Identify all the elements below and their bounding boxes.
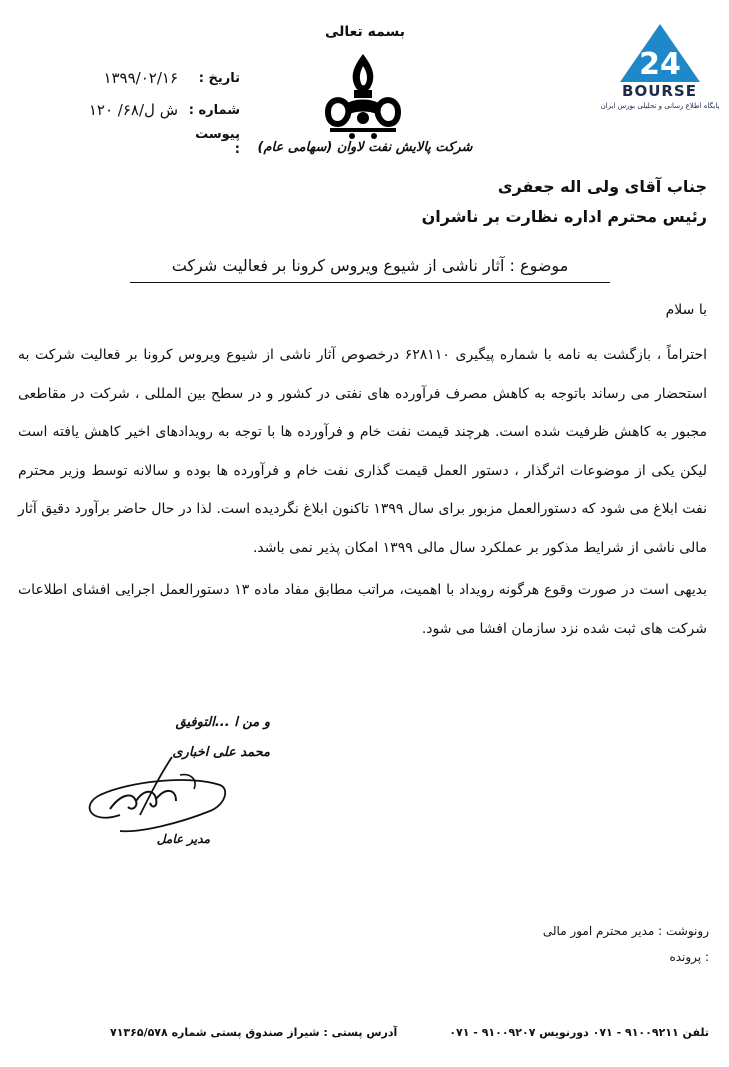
- cc-line-finance: رونوشت : مدیر محترم امور مالی: [542, 924, 709, 938]
- meta-number-value: ش ل/۶۸/ ۱۲۰: [88, 101, 178, 119]
- meta-number-row: [70, 94, 240, 126]
- subject-line-text: موضوع : آثار ناشی از شیوع ویروس کرونا بر فعالیت شرکت: [171, 256, 569, 275]
- meta-attachment-label: پیوست :: [195, 127, 240, 157]
- salutation: با سلام: [665, 302, 707, 318]
- meta-number-label: شماره :: [188, 102, 240, 118]
- letter-body: [18, 336, 707, 648]
- footer-phone: تلفن ۹۱۰۰۹۲۱۱ - ۰۷۱ دورنویس ۹۱۰۰۹۲۰۷ - ۰۷۱: [449, 1025, 709, 1039]
- addressee-block: [307, 172, 707, 232]
- closing-phrase: و من ا ...التوفیق: [175, 715, 270, 730]
- naft-oil-emblem-icon: [322, 50, 404, 142]
- addressee-title: رئیس محترم اداره نظارت بر ناشران: [421, 207, 707, 226]
- letter-meta: [70, 62, 240, 158]
- letter-footer: [110, 1022, 709, 1042]
- meta-date-row: [70, 62, 240, 94]
- body-paragraph-1: احتراماً ، بازگشت به نامه با شماره پیگیری ۶۲۸۱۱۰ درخصوص آثار ناشی از شیوع ویروس کرونا بر فعالیت شرکت به استحضار می رساند باتوجه به کاهش مصرف فرآورده های نفتی در کشور و در سطح بین المللی ، شرکت در مقاطعی مجبور به کاهش ظرفیت شده است. هرچند قیمت نفت خام و فرآورده ها با توجه به رویدادهای اخیر کاهش یافته است لیکن یکی از موضوعات اثرگذار ، دستور العمل قیمت گذاری نفت خام و فرآورده ها بوده و سالانه توسط وزیر محترم نفت ابلاغ می شود که دستورالعمل مزبور برای سال ۱۳۹۹ تاکنون ابلاغ نگردیده است. لذا در حال حاضر برآورد دقیق آثار مالی ناشی از شرایط مذکور بر عملکرد سال مالی ۱۳۹۹ امکان پذیر نمی باشد.: [18, 347, 707, 556]
- signatory-name: محمد علی اخباری: [172, 745, 270, 760]
- meta-attachment-row: [70, 126, 240, 158]
- svg-text:24: 24: [639, 47, 681, 82]
- meta-date-label: تاریخ :: [198, 70, 240, 86]
- subject-underline: [130, 282, 610, 283]
- signatory-position: مدیر عامل: [156, 832, 210, 846]
- company-name: شرکت پالایش نفت لاوان (سهامی عام): [257, 140, 473, 155]
- bourse-logo-word: BOURSE: [622, 82, 697, 100]
- cc-line-file: : پرونده: [669, 950, 709, 964]
- body-paragraph-2: بدیهی است در صورت وقوع هرگونه رویداد با اهمیت، مراتب مطابق مفاد ماده ۱۳ دستورالعمل اجرایی افشای اطلاعات شرکت های ثبت شده نزد سازمان افشا می شود.: [18, 582, 708, 637]
- footer-address: آدرس پستی : شیراز صندوق پستی شماره ۷۱۳۶۵/۵۷۸: [110, 1025, 398, 1039]
- meta-date-value: ۱۳۹۹/۰۲/۱۶: [103, 69, 178, 87]
- bourse-logo-tagline: پایگاه اطلاع رسانی و تحلیلی بورس ایران: [600, 102, 720, 110]
- basmala-heading: بسمه تعالی: [324, 24, 406, 40]
- cc-block: [519, 918, 709, 970]
- addressee-name: جناب آقای ولی اله جعفری: [497, 177, 707, 196]
